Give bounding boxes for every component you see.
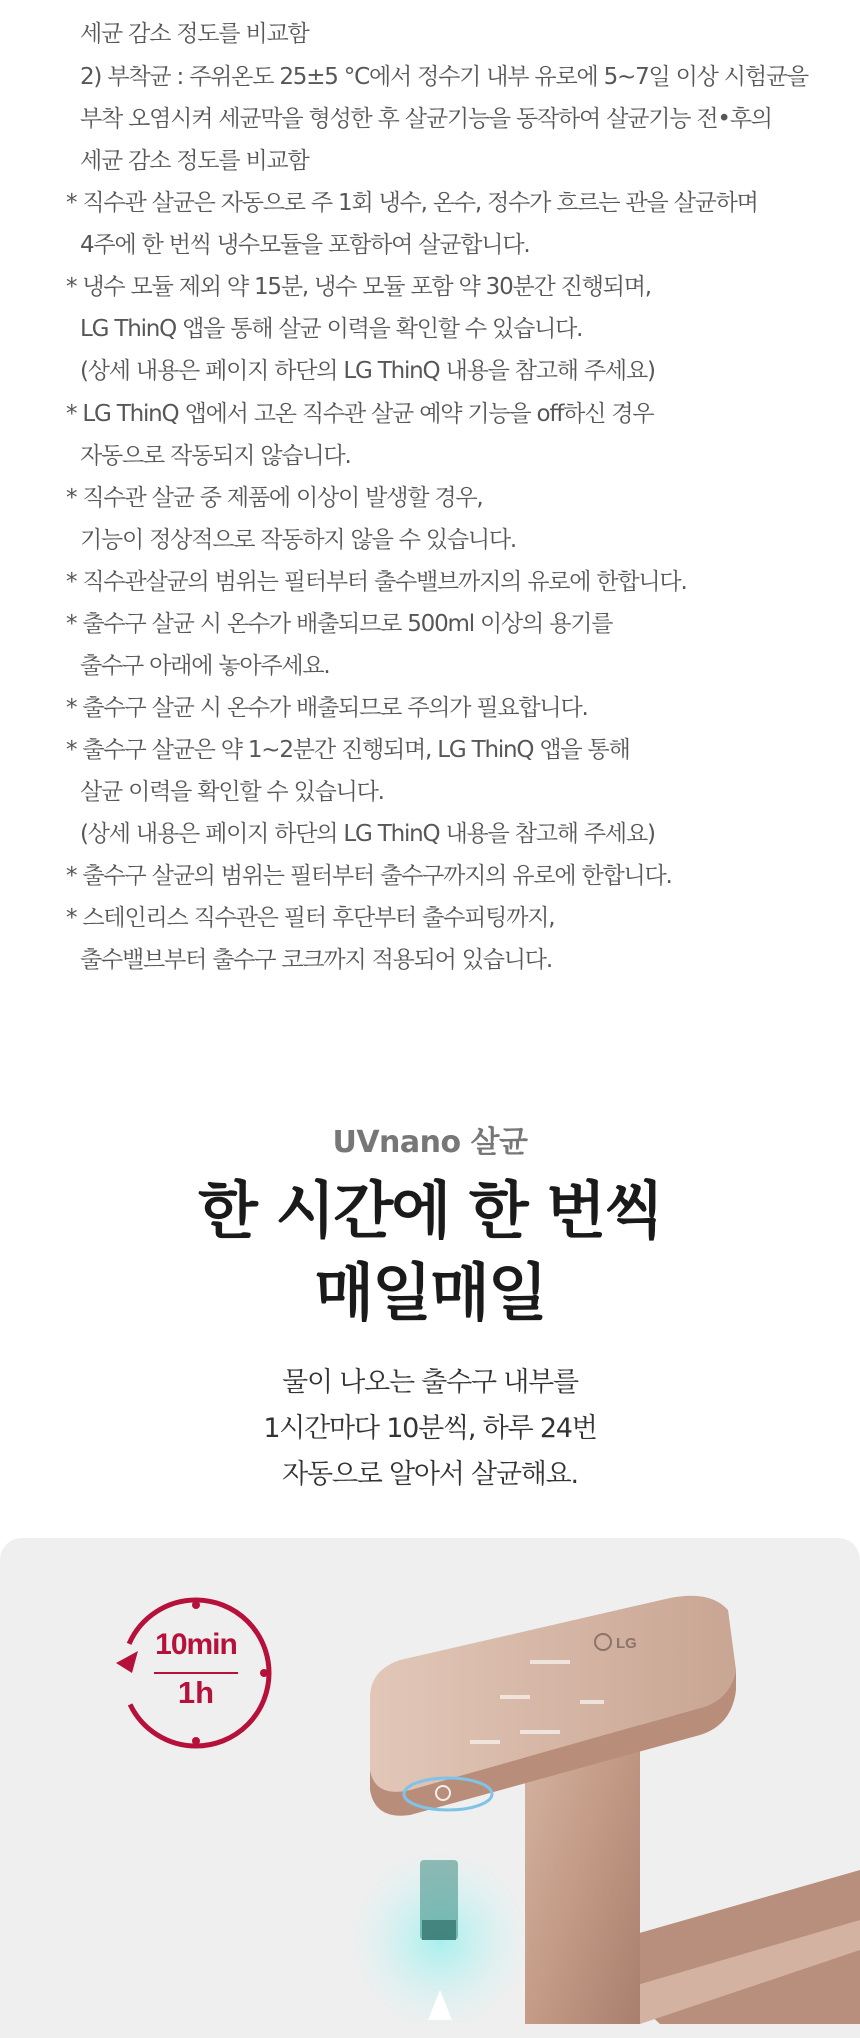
note-line: * 스테인리스 직수관은 필터 후단부터 출수피팅까지, (66, 905, 555, 931)
section-eyebrow: UVnano 살균 (332, 1125, 528, 1160)
note-line: LG ThinQ 앱을 통해 살균 이력을 확인할 수 있습니다. (80, 316, 583, 342)
note-line: * 직수관 살균은 자동으로 주 1회 냉수, 온수, 정수가 흐르는 관을 살균하며 (66, 190, 758, 216)
note-line: 자동으로 작동되지 않습니다. (80, 443, 351, 469)
note-line: * 직수관 살균 중 제품에 이상이 발생할 경우, (66, 485, 483, 511)
note-line: * 냉수 모듈 제외 약 15분, 냉수 모듈 포함 약 30분간 진행되며, (66, 274, 651, 300)
note-line: 살균 이력을 확인할 수 있습니다. (80, 779, 384, 805)
note-line: * LG ThinQ 앱에서 고온 직수관 살균 예약 기능을 off하신 경우 (66, 401, 654, 427)
description-line-2: 1시간마다 10분씩, 하루 24번 (263, 1413, 597, 1444)
timer-minutes-label: 10min (155, 1628, 237, 1661)
timer-hours-label: 1h (177, 1675, 215, 1710)
headline-line-1: 한 시간에 한 번씩 (198, 1174, 662, 1247)
note-line: * 직수관살균의 범위는 필터부터 출수밸브까지의 유로에 한합니다. (66, 569, 687, 595)
note-line: * 출수구 살균 시 온수가 배출되므로 주의가 필요합니다. (66, 695, 588, 721)
headline-line-2: 매일매일 (314, 1256, 546, 1329)
note-line: * 출수구 살균의 범위는 필터부터 출수구까지의 유로에 한합니다. (66, 863, 672, 889)
note-line: * 출수구 살균은 약 1~2분간 진행되며, LG ThinQ 앱을 통해 (66, 737, 630, 763)
note-line: (상세 내용은 페이지 하단의 LG ThinQ 내용을 참고해 주세요) (80, 358, 655, 384)
note-line: 부착 오염시켜 세균막을 형성한 후 살균기능을 동작하여 살균기능 전•후의 (80, 106, 772, 132)
description-line-3: 자동으로 알아서 살균해요. (282, 1459, 578, 1490)
note-line: 2) 부착균 : 주위온도 25±5 °C에서 정수기 내부 유로에 5~7일 이상 시험균을 (80, 64, 808, 90)
note-line: 세균 감소 정도를 비교함 (80, 148, 309, 174)
note-line: 4주에 한 번씩 냉수모듈을 포함하여 살균합니다. (80, 232, 530, 258)
note-line: 출수밸브부터 출수구 코크까지 적용되어 있습니다. (80, 947, 552, 973)
brand-logo: LG (616, 1635, 637, 1652)
description-line-1: 물이 나오는 출수구 내부를 (282, 1367, 578, 1398)
note-line: 기능이 정상적으로 작동하지 않을 수 있습니다. (80, 527, 517, 553)
note-line: 세균 감소 정도를 비교함 (80, 21, 309, 47)
faucet-product-image (330, 1590, 860, 2024)
note-line: (상세 내용은 페이지 하단의 LG ThinQ 내용을 참고해 주세요) (80, 821, 655, 847)
timer-cycle-icon (116, 1593, 276, 1753)
note-line: * 출수구 살균 시 온수가 배출되므로 500ml 이상의 용기를 (66, 611, 613, 637)
note-line: 출수구 아래에 놓아주세요. (80, 653, 330, 679)
